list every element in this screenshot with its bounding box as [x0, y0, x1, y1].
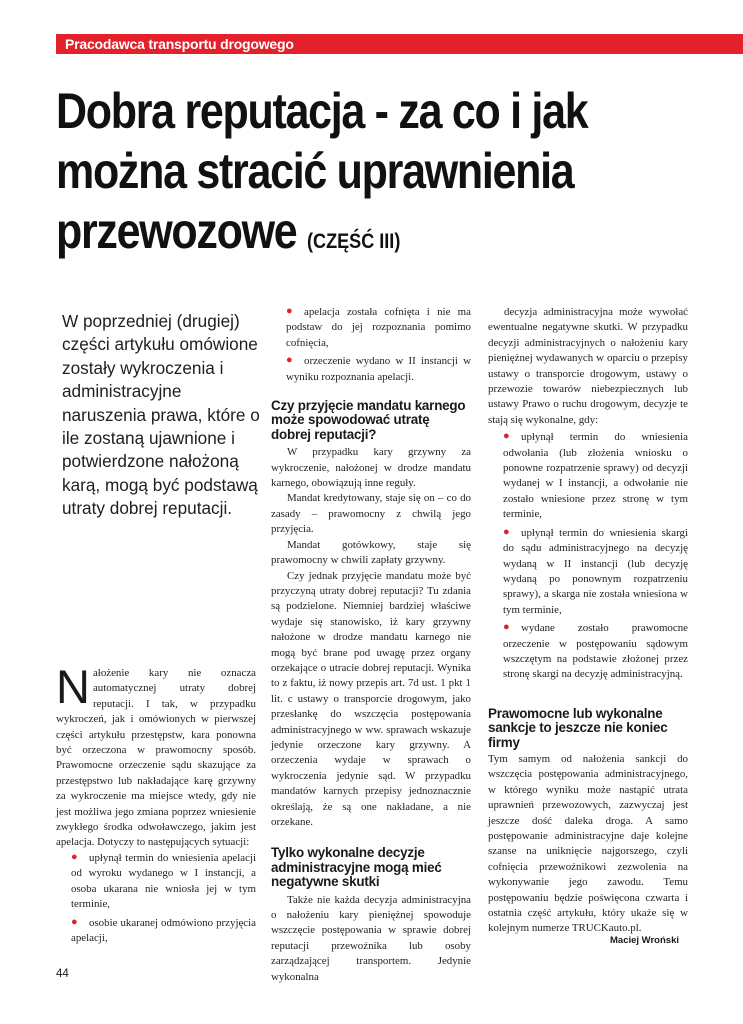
- bullet-icon: ●: [503, 525, 510, 538]
- drop-cap: N: [56, 660, 90, 713]
- page-number: 44: [56, 968, 69, 980]
- subheading: Tylko wykonalne decyzje administracyjne mogą mieć negatywne skutki: [271, 845, 442, 890]
- paragraph: decyzja administracyjna może wywołać ewentualne negatywne skutki. W przypadku decyzji administracyjnych o nałożeniu kary pieniężnej wydawanych w oparciu o przepisy ustawy o transporcie drogowym, ustawy o przewozie towarów niebezpiecznych lub ustawy Prawo o ruchu drogowym, decyzje te stają się wykonalne, gdy:: [488, 306, 688, 426]
- list-item: ● upłynął termin do wniesienia apelacji od wyroku wydanego w I instancji, a osoba ukarana nie wniosła jej w tym terminie,: [71, 850, 256, 911]
- bullet-icon: ●: [286, 354, 293, 367]
- paragraph: Mandat gotówkowy, staje się prawomocny w chwili zapłaty grzywny.: [271, 538, 471, 567]
- list-item: ● upłynął termin do wniesienia skargi do sądu administracyjnego na decyzję wydaną w II instancji (lub decyzję wydaną po ponownym rozpatrzeniu sprawy), a skarga nie została wniesiona w tym terminie,: [503, 525, 688, 616]
- bullet-icon: ●: [503, 430, 510, 443]
- bullet-list: [271, 305, 471, 385]
- column-1: [56, 660, 256, 949]
- paragraph: Także nie każda decyzja administracyjna o nałożeniu kary pieniężnej spowoduje wszczęcie postępowania w sprawie dobrej reputacji przewoźnika lub osoby zarządzającej transportem. Jedynie wykonalna: [271, 893, 471, 983]
- column-2: [271, 305, 471, 985]
- section-header-bar: [56, 34, 743, 54]
- bullet-icon: ●: [71, 850, 78, 863]
- list-item: ● upłynął termin do wniesienia odwołania (lub złożenia wniosku o ponowne rozpatrzenie sprawy) od decyzji wydanej w I instancji, a odwołanie nie zostało wniesione przez stronę w tym terminie,: [503, 430, 688, 521]
- list-item: ● orzeczenie wydano w II instancji w wyniku rozpoznania apelacji.: [286, 354, 471, 383]
- intro-paragraph: [56, 660, 256, 851]
- list-item: ● apelacja została cofnięta i nie ma podstaw do jej rozpoznania pomimo cofnięcia,: [286, 305, 471, 349]
- section-label: Pracodawca transportu drogowego: [65, 36, 294, 52]
- bullet-icon: ●: [286, 305, 293, 317]
- list-item: ● osobie ukaranej odmówiono przyjęcia apelacji,: [71, 915, 256, 944]
- intro-text: ałożenie kary nie oznacza automatycznej utraty dobrej reputacji. I tak, w przypadku wykroczeń, jak i omówionych w pierwszej części artykułu przestępstw, kara ponowna być orzeczona w prawomocny sposób. Prawomocne orzeczenie sądu skazujące za przestępstwo lub nakładające karę grzywny za wykroczenie ma miejsce wtedy, gdy nie jest możliwa jego zmiana poprzez wniesienie zwykłego środka odwoławczego, jakim jest apelacja. Dotyczy to następujących sytuacji:: [56, 667, 256, 849]
- list-item: ● wydane zostało prawomocne orzeczenie w postępowaniu sądowym wszczętym na podstawie złożonej przez stronę skargi na decyzję administracyjną.: [503, 621, 688, 681]
- column-3: [488, 305, 688, 937]
- article-headline: [56, 81, 641, 272]
- bullet-list: [56, 851, 256, 946]
- paragraph: Tym samym od nałożenia sankcji do wszczęcia postępowania administracyjnego, w którego wyniku może nastąpić utrata uprawnień przewozowych, zazwyczaj jest jeszcze dość daleka droga. A samo postępowanie administracyjne daje kolejne szanse na uniknięcie najgorszego, czyli cofnięcia przewoźnikowi zezwolenia na wykonywanie jego zawodu. Temu postępowaniu będzie poświęcona czwarta i ostatnia część artykułu, który ukaże się w kolejnym numerze TRUCKauto.pl.: [488, 752, 688, 935]
- subheading: Prawomocne lub wykonalne sankcje to jeszcze nie koniec firmy: [488, 705, 668, 750]
- subheading: Czy przyjęcie mandatu karnego może spowodować utratę dobrej reputacji?: [271, 398, 466, 442]
- headline-part-label: (CZĘŚĆ III): [307, 230, 401, 253]
- headline-text: Dobra reputacja - za co i jak można stracić uprawnienia przewozowe: [56, 83, 588, 259]
- paragraph: Mandat kredytowany, staje się on – co do zasady – prawomocny z chwilą jego przyjęcia.: [271, 492, 471, 536]
- paragraph: Czy jednak przyjęcie mandatu może być przyczyną utraty dobrej reputacji? Tu zdania są podzielone. Niemniej bardziej właściwe wydaje się stanowisko, iż kary grzywny nałożone w drodze mandatu karnego nie mogą być brane pod uwagę przez organy orzekające o utracie dobrej reputacji. Wynika to z faktu, iż nowy przepis art. 7d ust. 1 pkt 1 lit. c ustawy o transporcie drogowym, jako przesłankę do wszczęcia postępowania administracyjnego w ww. sprawach wskazuje jedynie orzeczone kary grzywny. A orzeczenia wydaje w sprawach o wykroczenia jedynie sąd. W przypadku mandatów karnych przepisy jednoznacznie określają, że są one nakładane, a nie orzekane.: [271, 569, 471, 828]
- paragraph: W przypadku kary grzywny za wykroczenie, nałożonej w drodze mandatu karnego, obowiązują inne reguły.: [271, 446, 471, 490]
- lead-paragraph: W poprzedniej (drugiej) części artykułu omówione zostały wykroczenia i administracyjne naruszenia prawa, które o ile zostaną ujawnione i potwierdzone nałożoną karą, mogą być podstawą utraty dobrej reputacji.: [62, 311, 260, 519]
- bullet-icon: ●: [503, 621, 510, 634]
- author-name: Maciej Wroński: [610, 935, 679, 946]
- bullet-list: [488, 430, 688, 683]
- bullet-icon: ●: [71, 915, 78, 928]
